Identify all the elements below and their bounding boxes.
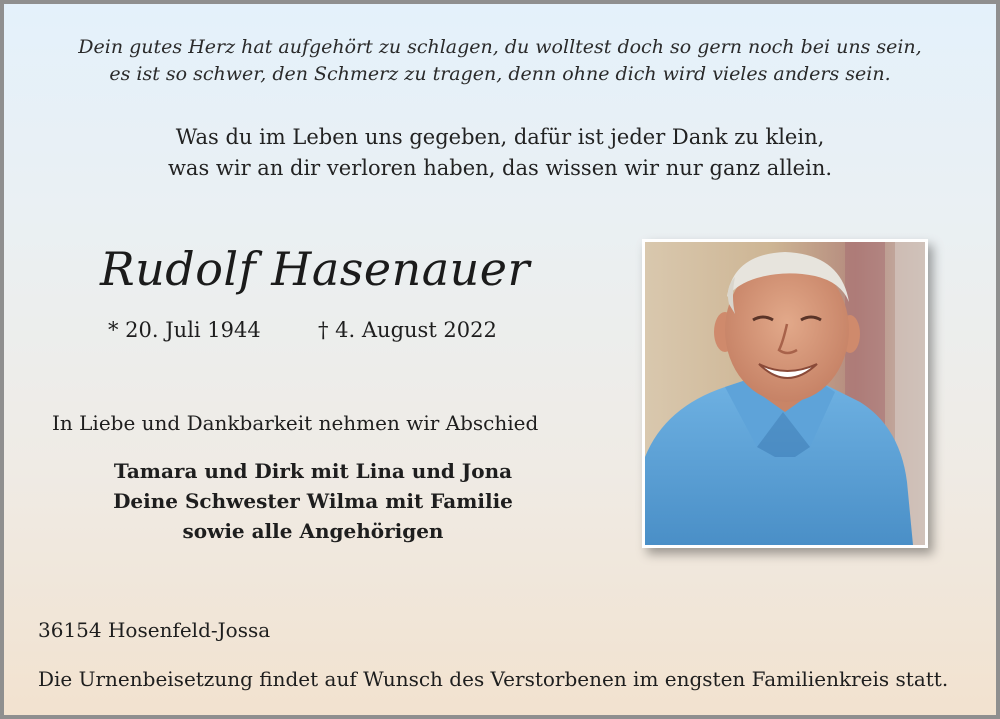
verse-line: Dein gutes Herz hat aufgehört zu schlagen, du wolltest doch so gern noch bei uns sein, (78, 36, 922, 58)
verse-line: Was du im Leben uns gegeben, dafür ist jeder Dank zu klein, (175, 125, 825, 149)
second-verse (4, 122, 996, 184)
mourners-list (52, 456, 574, 546)
birth-date: * 20. Juli 1944 (108, 318, 261, 342)
mourner-line: Deine Schwester Wilma mit Familie (113, 489, 513, 513)
portrait-illustration (645, 242, 925, 545)
verse-line: was wir an dir verloren haben, das wissen wir nur ganz allein. (167, 156, 833, 180)
portrait-photo (642, 239, 928, 548)
opening-verse (4, 34, 996, 88)
place-line: 36154 Hosenfeld-Jossa (38, 618, 271, 642)
farewell-line: In Liebe und Dankbarkeit nehmen wir Abschied (52, 411, 539, 435)
burial-note: Die Urnenbeisetzung findet auf Wunsch des Verstorbenen im engsten Familienkreis statt. (38, 667, 949, 691)
death-date: † 4. August 2022 (318, 318, 497, 342)
mourner-line: sowie alle Angehörigen (182, 519, 444, 543)
deceased-name: Rudolf Hasenauer (100, 242, 531, 296)
verse-line: es ist so schwer, den Schmerz zu tragen, denn ohne dich wird vieles anders sein. (109, 63, 891, 85)
mourner-line: Tamara und Dirk mit Lina und Jona (113, 459, 513, 483)
